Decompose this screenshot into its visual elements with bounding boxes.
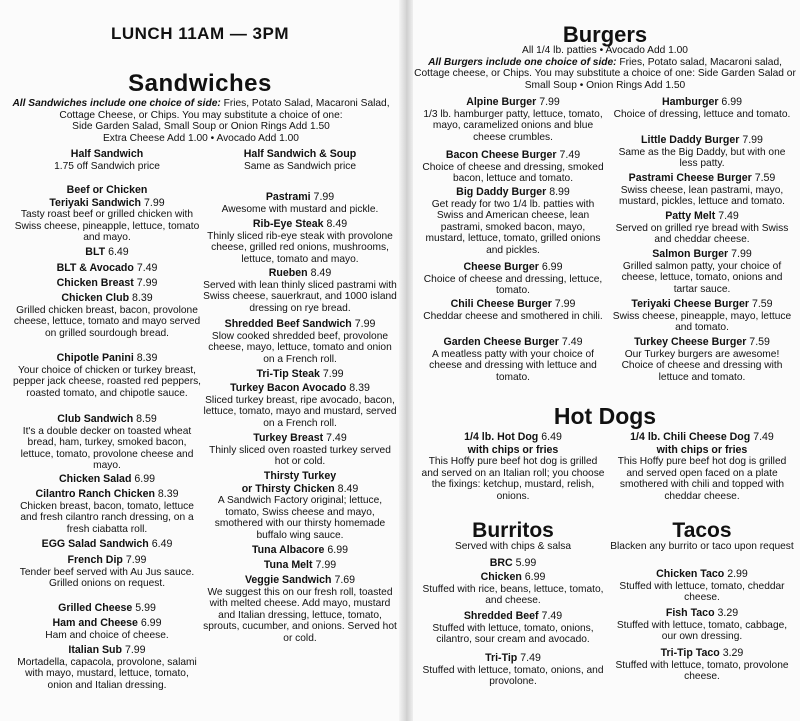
menu-item <box>12 184 202 244</box>
item-title: Bacon Cheese Burger <box>445 149 557 161</box>
item-name <box>202 470 398 495</box>
item-name <box>202 267 398 280</box>
burritos-title: Burritos <box>472 519 554 542</box>
item-name: Half Sandwich & Soup <box>243 148 357 160</box>
menu-item <box>202 559 398 572</box>
item-title: Tri-Tip <box>485 652 518 664</box>
item-title: Cilantro Ranch Chicken <box>35 488 155 500</box>
item-title: BRC <box>489 557 513 569</box>
sandwiches-intro-text: Fries, Potato Salad, Macaroni Salad, Cottage Cheese, or Chips. You may substitute a choice of one: <box>59 98 390 121</box>
item-price: 7.99 <box>136 277 158 289</box>
item-title: Chicken Breast <box>56 277 134 289</box>
item-price: 7.49 <box>326 432 347 444</box>
item-title: Tri-Tip Steak <box>256 368 320 380</box>
item-desc: Awesome with mustard and pickle. <box>221 203 379 215</box>
item-price: 6.99 <box>327 544 348 556</box>
item-title: Teriyaki Cheese Burger <box>631 298 749 310</box>
item-subtitle: with chips or fries <box>467 443 559 456</box>
item-name <box>202 544 398 557</box>
item-price: 6.49 <box>108 246 129 258</box>
item-desc: Slow cooked shredded beef, provolone cheese, mayo, lettuce, tomato and onion on a French roll. <box>208 330 392 365</box>
item-price: 3.29 <box>722 647 744 659</box>
item-desc: Stuffed with lettuce, tomato, onions, and provolone. <box>422 664 604 688</box>
item-title: Ham and Cheese <box>52 617 138 629</box>
menu-item <box>420 261 606 297</box>
item-name <box>420 610 606 623</box>
item-name <box>202 559 398 572</box>
menu-item <box>610 607 794 643</box>
item-name <box>12 413 202 426</box>
half-sandwich-soup-item <box>202 148 398 172</box>
menu-item <box>12 488 202 535</box>
item-desc: Choice of cheese and dressing, lettuce, tomato. <box>423 273 603 297</box>
item-price: 6.49 <box>541 431 562 443</box>
item-price: 7.99 <box>143 196 165 209</box>
item-desc: It's a double decker on toasted wheat bread, ham, turkey, smoked bacon, lettuce, tomato, provolone cheese and mayo. <box>20 425 194 472</box>
item-title: Chicken Salad <box>59 473 132 485</box>
item-price: 7.49 <box>136 262 158 274</box>
item-desc: Ham and choice of cheese. <box>45 629 169 641</box>
sandwiches-intro-extras: Extra Cheese Add 1.00 • Avocado Add 1.00 <box>103 133 299 145</box>
menu-item <box>202 218 398 265</box>
item-name <box>420 96 606 109</box>
item-desc: Grilled chicken breast, bacon, provolone cheese, lettuce, tomato and mayo served on grilled sourdough bread. <box>13 304 201 339</box>
item-price: 7.49 <box>718 210 739 222</box>
item-title: Tuna Albacore <box>252 544 325 556</box>
item-title: Turkey Bacon Avocado <box>230 382 347 394</box>
item-desc: Served on grilled rye bread with Swiss and cheddar cheese. <box>615 222 789 246</box>
item-name <box>12 292 202 305</box>
item-title: Shredded Beef Sandwich <box>224 318 352 330</box>
item-name <box>202 218 398 231</box>
menu-item <box>610 134 794 170</box>
item-desc: Stuffed with lettuce, tomato, provolone cheese. <box>615 659 789 683</box>
item-title: Turkey Breast <box>253 432 324 444</box>
item-price: 8.39 <box>157 488 179 500</box>
item-desc: Tender beef served with Au Jus sauce. Grilled onions on request. <box>19 566 195 590</box>
item-price: 7.99 <box>125 554 147 566</box>
menu-item <box>12 602 202 615</box>
menu-item <box>202 544 398 557</box>
item-title: Rueben <box>268 267 308 279</box>
item-name <box>420 571 606 584</box>
item-price: 7.99 <box>731 248 752 260</box>
burgers-title: Burgers <box>562 22 648 47</box>
item-price: 2.99 <box>727 568 748 580</box>
item-desc: Your choice of chicken or turkey breast, pepper jack cheese, roasted red peppers, roasted tomato, and chipotle sauce. <box>12 364 202 399</box>
item-title: BLT <box>85 246 106 258</box>
item-desc: 1.75 off Sandwich price <box>54 160 160 172</box>
item-name <box>12 617 202 630</box>
item-title: Chicken <box>480 571 522 583</box>
item-desc: Cheddar cheese and smothered in chili. <box>423 310 603 322</box>
item-title: Big Daddy Burger <box>456 186 547 198</box>
item-title: Chipotle Panini <box>56 352 134 364</box>
item-desc: Chicken breast, bacon, tomato, lettuce and fresh cilantro ranch dressing, on a fresh ciabatta roll. <box>20 500 194 535</box>
menu-item <box>420 149 606 185</box>
item-desc: This Hoffy pure beef hot dog is grilled and served open faced on a plate smothered with chili and topped with cheddar cheese. <box>617 456 787 502</box>
item-desc: Our Turkey burgers are awesome! Choice of cheese and dressing with lettuce and tomato. <box>621 348 783 383</box>
menu-item <box>12 538 202 551</box>
item-price: 7.69 <box>334 574 356 586</box>
item-name <box>12 277 202 290</box>
item-price: 6.49 <box>151 538 173 550</box>
item-title-line2: Teriyaki Sandwich <box>49 196 142 209</box>
item-name <box>610 431 794 456</box>
item-name <box>610 298 794 311</box>
item-name <box>610 647 794 660</box>
burritos-subtitle: Served with chips & salsa <box>454 541 572 552</box>
sandwiches-title: Sandwiches <box>128 70 272 97</box>
item-title: Little Daddy Burger <box>641 134 740 146</box>
item-price: 7.99 <box>539 96 560 108</box>
item-name <box>12 602 202 615</box>
item-name <box>420 431 606 456</box>
item-name <box>420 652 606 665</box>
item-price: 8.49 <box>337 482 359 495</box>
item-name <box>202 368 398 381</box>
menu-item <box>202 267 398 314</box>
item-name <box>420 336 606 349</box>
item-desc: Mortadella, capacola, provolone, salami with mayo, mustard, lettuce, tomato, onion and Italian dressing. <box>17 656 197 691</box>
item-name <box>12 538 202 551</box>
item-desc: This Hoffy pure beef hot dog is grilled and served on an Italian roll; you choose the fixings: ketchup, mustard, relish, onions. <box>421 456 605 502</box>
item-desc: We suggest this on our fresh roll, toasted with melted cheese. Add mayo, mustard and Italian dressing, lettuce, tomato, sprouts, cucumber, and onions. Served hot or cold. <box>203 586 397 644</box>
item-price: 6.99 <box>134 473 155 485</box>
item-desc: Stuffed with lettuce, tomato, cheddar cheese. <box>619 580 785 604</box>
item-desc: A meatless patty with your choice of cheese and dressing with lettuce and tomato. <box>429 348 597 383</box>
item-title: BLT & Avocado <box>56 262 134 274</box>
item-name <box>12 262 202 275</box>
item-title: Italian Sub <box>68 644 122 656</box>
item-desc: Same as the Big Daddy, but with one less patty. <box>618 146 786 170</box>
menu-item <box>12 554 202 590</box>
item-name <box>420 186 606 199</box>
item-price: 7.49 <box>559 149 581 161</box>
menu-item <box>610 96 794 120</box>
menu-item <box>12 352 202 399</box>
menu-item <box>610 568 794 604</box>
item-name <box>610 568 794 581</box>
item-desc: Stuffed with lettuce, tomato, onions, cilantro, sour cream and avocado. <box>432 622 594 646</box>
item-name <box>610 336 794 349</box>
item-title: Veggie Sandwich <box>244 574 332 586</box>
item-title: Tuna Melt <box>263 559 313 571</box>
item-price: 7.49 <box>753 431 774 443</box>
item-price: 7.49 <box>520 652 541 664</box>
menu-item <box>420 610 606 646</box>
menu-item <box>202 470 398 541</box>
item-title: Cheese Burger <box>463 261 539 273</box>
item-price: 6.99 <box>541 261 563 273</box>
tacos-subtitle: Blacken any burrito or taco upon request <box>610 541 794 552</box>
item-title: Garden Cheese Burger <box>443 336 559 348</box>
item-name <box>202 318 398 331</box>
item-name <box>420 557 606 570</box>
item-price: 7.59 <box>751 298 773 310</box>
item-title: Fish Taco <box>665 607 715 619</box>
menu-item <box>420 96 606 143</box>
item-name <box>610 248 794 261</box>
menu-item <box>420 652 606 688</box>
menu-item <box>12 473 202 486</box>
item-title: Alpine Burger <box>466 96 537 108</box>
item-price: 7.99 <box>322 368 344 380</box>
item-name <box>12 352 202 365</box>
item-desc: 1/3 lb. hamburger patty, lettuce, tomato, mayo, caramelized onions and blue cheese crumbles. <box>423 108 603 143</box>
item-price: 7.99 <box>315 559 337 571</box>
item-desc: Sliced turkey breast, ripe avocado, bacon, lettuce, tomato, mayo and mustard, served on a French roll. <box>203 394 397 429</box>
item-title: Tri-Tip Taco <box>660 647 720 659</box>
item-name <box>12 554 202 567</box>
item-desc: Same as Sandwich price <box>243 160 357 172</box>
item-desc: Stuffed with rice, beans, lettuce, tomato, and cheese. <box>422 583 604 607</box>
item-title: Salmon Burger <box>652 248 729 260</box>
half-sandwich-item <box>12 148 202 172</box>
item-desc: Stuffed with lettuce, tomato, cabbage, our own dressing. <box>616 619 788 643</box>
menu-item <box>12 617 202 641</box>
menu-item <box>610 336 794 383</box>
item-name <box>610 134 794 147</box>
item-name <box>12 246 202 259</box>
item-price: 8.59 <box>136 413 157 425</box>
item-name <box>420 261 606 274</box>
tacos-title: Tacos <box>672 519 732 542</box>
item-name: Half Sandwich <box>70 148 144 160</box>
item-title: Shredded Beef <box>463 610 539 622</box>
item-name <box>610 172 794 185</box>
item-title: Beef or Chicken <box>66 184 148 196</box>
item-name <box>12 473 202 486</box>
item-title: Hamburger <box>661 96 719 108</box>
menu-item <box>610 248 794 295</box>
item-name <box>420 298 606 311</box>
item-price: 8.39 <box>136 352 158 364</box>
item-price: 7.59 <box>754 172 776 184</box>
menu-item <box>12 277 202 290</box>
menu-item <box>610 647 794 683</box>
menu-item <box>420 557 606 570</box>
item-title-line2: or Thirsty Chicken <box>241 482 335 495</box>
menu-item <box>202 191 398 215</box>
item-title: 1/4 lb. Chili Cheese Dog <box>630 431 751 443</box>
menu-item <box>420 336 606 383</box>
burgers-intro <box>410 45 800 92</box>
item-title: Club Sandwich <box>57 413 134 425</box>
item-desc: Served with lean thinly sliced pastrami with Swiss cheese, sauerkraut, and 1000 island dressing on rye bread. <box>203 279 397 314</box>
item-name <box>12 488 202 501</box>
item-price: 7.99 <box>124 644 146 656</box>
item-price: 7.99 <box>313 191 335 203</box>
menu-item <box>610 172 794 208</box>
item-title: Rib-Eye Steak <box>252 218 324 230</box>
item-name <box>610 210 794 223</box>
item-title: Pastrami Cheese Burger <box>628 172 752 184</box>
item-price: 6.99 <box>140 617 162 629</box>
menu-item <box>12 262 202 275</box>
item-title: 1/4 lb. Hot Dog <box>464 431 539 443</box>
item-title: Chicken Taco <box>656 568 725 580</box>
menu-item <box>202 318 398 365</box>
burgers-intro-patties: All 1/4 lb. patties • Avocado Add 1.00 <box>522 45 688 56</box>
item-title: Patty Melt <box>665 210 716 222</box>
item-title: EGG Salad Sandwich <box>41 538 149 550</box>
menu-item <box>12 413 202 472</box>
item-price: 8.39 <box>132 292 153 304</box>
item-desc: Get ready for two 1/4 lb. patties with Swiss and American cheese, lean pastrami, smoked bacon, mayo, mustard, lettuce, tomato, grilled onions and pickles. <box>425 198 601 256</box>
item-subtitle: with chips or fries <box>656 443 748 456</box>
item-name <box>202 191 398 204</box>
item-name <box>12 184 202 209</box>
menu-item <box>202 574 398 644</box>
item-name <box>12 644 202 657</box>
item-price: 8.99 <box>549 186 570 198</box>
hotdogs-title: Hot Dogs <box>553 403 657 429</box>
item-price: 7.99 <box>742 134 763 146</box>
menu-item <box>12 292 202 339</box>
menu-item <box>420 431 606 502</box>
item-price: 7.49 <box>541 610 563 622</box>
item-title: Thirsty Turkey <box>263 470 337 482</box>
menu-item <box>202 432 398 468</box>
item-title: Chili Cheese Burger <box>450 298 552 310</box>
menu-item <box>610 298 794 334</box>
sandwiches-intro-substitute: Side Garden Salad, Small Soup or Onion Rings Add 1.50 <box>72 121 330 133</box>
item-desc: A Sandwich Factory original; lettuce, tomato, Swiss cheese and mayo, smothered with our thirsty homemade buffalo wing sauce. <box>214 495 386 541</box>
item-desc: Thinly sliced rib-eye steak with provolone cheese, grilled red onions, mushrooms, lettuce, tomato and mayo. <box>207 230 393 265</box>
burgers-intro-text: Fries, Potato salad, Macaroni salad, Cottage cheese, or Chips. You may substitute a choice of one: Side Garden Salad or Small Soup • Onion Rings Add 1.50 <box>414 56 796 92</box>
item-name <box>202 382 398 395</box>
item-desc: Thinly sliced oven roasted turkey served hot or cold. <box>209 444 391 468</box>
item-price: 8.39 <box>349 382 370 394</box>
item-title: French Dip <box>67 554 123 566</box>
item-name <box>610 96 794 109</box>
sandwiches-intro <box>6 98 396 145</box>
item-price: 6.99 <box>721 96 743 108</box>
item-title: Grilled Cheese <box>58 602 133 614</box>
item-price: 8.49 <box>310 267 332 279</box>
item-price: 8.49 <box>326 218 348 230</box>
menu-item <box>12 246 202 259</box>
right-panel <box>410 0 800 721</box>
item-title: Pastrami <box>265 191 311 203</box>
item-name <box>420 149 606 162</box>
item-title: Chicken Club <box>61 292 130 304</box>
item-price: 6.99 <box>524 571 546 583</box>
item-desc: Grilled salmon patty, your choice of cheese, lettuce, tomato, onions and tartar sauce. <box>621 260 783 295</box>
item-title: Turkey Cheese Burger <box>634 336 747 348</box>
item-name <box>202 574 398 587</box>
item-price: 5.99 <box>135 602 156 614</box>
menu-item <box>202 368 398 381</box>
menu-item <box>610 431 794 502</box>
item-name <box>610 607 794 620</box>
burgers-intro-bold: All Burgers include one choice of side: <box>428 56 617 68</box>
menu-item <box>202 382 398 429</box>
menu-item <box>420 571 606 607</box>
item-name <box>202 432 398 445</box>
menu-item <box>12 644 202 691</box>
menu-item <box>610 210 794 246</box>
menu-item <box>420 298 606 322</box>
item-price: 5.99 <box>515 557 537 569</box>
item-desc: Choice of cheese and dressing, smoked bacon, lettuce and tomato. <box>422 161 604 185</box>
menu-item <box>420 186 606 256</box>
sandwiches-intro-bold: All Sandwiches include one choice of side: <box>12 98 221 109</box>
item-price: 3.29 <box>717 607 739 619</box>
item-desc: Swiss cheese, lean pastrami, mayo, mustard, pickles, lettuce and tomato. <box>619 184 785 208</box>
item-desc: Tasty roast beef or grilled chicken with Swiss cheese, pineapple, lettuce, tomato and mayo. <box>14 209 200 244</box>
item-desc: Choice of dressing, lettuce and tomato. <box>613 108 791 120</box>
item-price: 7.99 <box>554 298 576 310</box>
item-desc: Swiss cheese, pineapple, mayo, lettuce and tomato. <box>612 310 792 334</box>
item-price: 7.49 <box>561 336 583 348</box>
lunch-hours-title: LUNCH 11AM — 3PM <box>110 24 290 43</box>
item-price: 7.99 <box>354 318 376 330</box>
item-price: 7.59 <box>749 336 770 348</box>
